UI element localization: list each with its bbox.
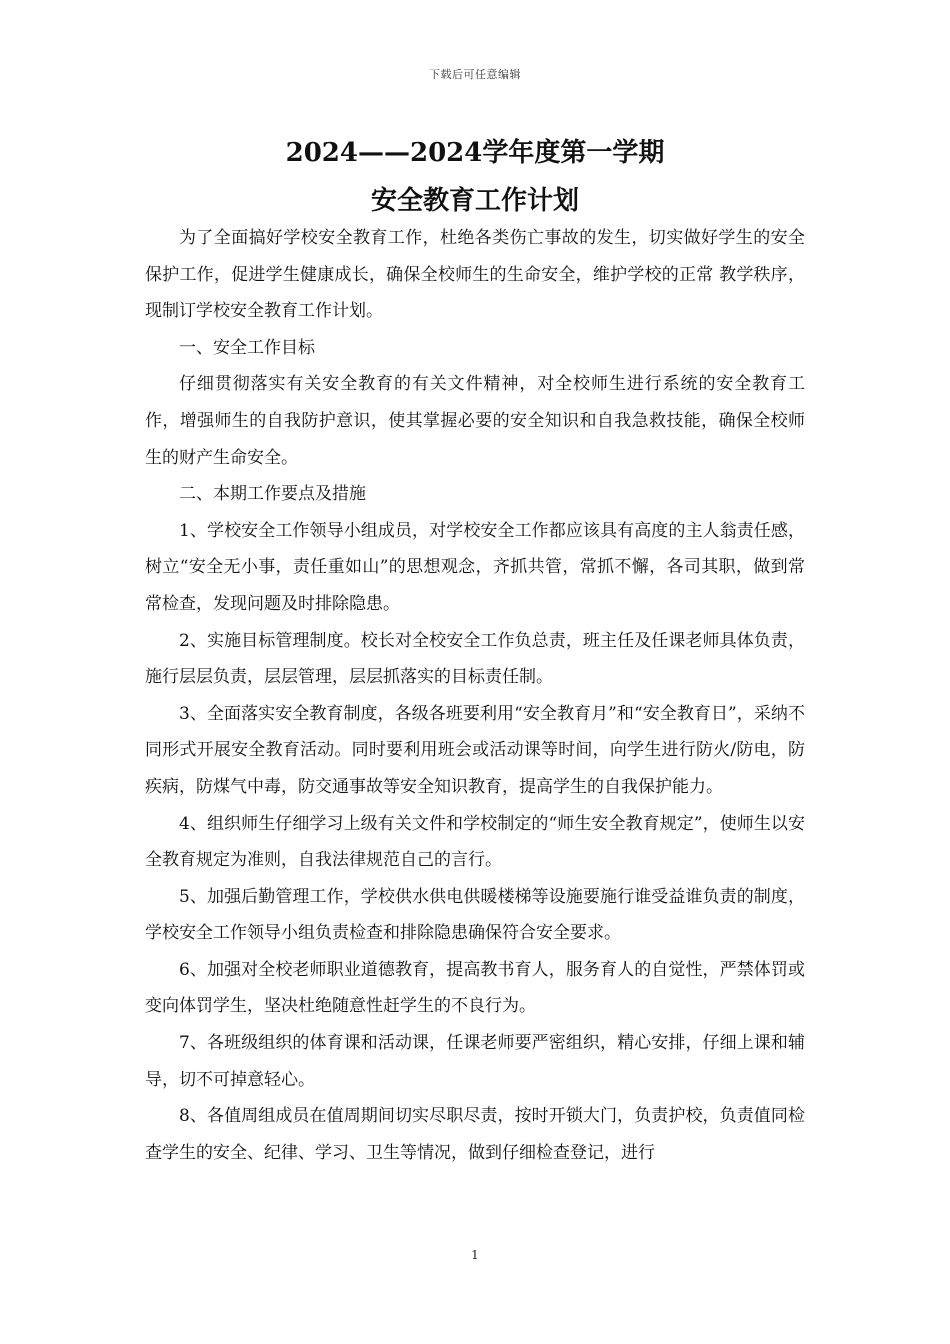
measure-item-7: 7、各班级组织的体育课和活动课，任课老师要严密组织，精心安排，仔细上课和辅导，切不可掉意轻心。 [145,1033,805,1090]
section-heading-measures: 二、本期工作要点及措施 [179,484,366,505]
measure-item-1: 1、学校安全工作领导小组成员，对学校安全工作都应该具有高度的主人翁责任感，树立“安全无小事，责任重如山”的思想观念，齐抓共管，常抓不懈，各司其职，做到常常检查，发现问题及时排除隐患。 [145,520,805,614]
measure-item-8: 8、各值周组成员在值周期间切实尽职尽责，按时开锁大门，负责护校，负责值同检查学生的安全、纪律、学习、卫生等情况，做到仔细检查登记，进行 [145,1106,805,1163]
measure-item-2: 2、实施目标管理制度。校长对全校安全工作负总责，班主任及任课老师具体负责，施行层层负责，层层管理，层层抓落实的目标责任制。 [145,630,805,688]
page-number: 1 [471,1248,479,1262]
section-heading-goals: 一、安全工作目标 [179,337,315,358]
document-title: 2024——2024学年度第一学期 [285,138,665,168]
measure-item-6: 6、加强对全校老师职业道德教育，提高教书育人，服务育人的自觉性，严禁体罚或变向体罚学生，坚决杜绝随意性赶学生的不良行为。 [145,959,805,1017]
measure-item-4: 4、组织师生仔细学习上级有关文件和学校制定的“师生安全教育规定”，使师生以安全教育规定为准则，自我法律规范自己的言行。 [145,813,805,871]
document-subtitle: 安全教育工作计划 [370,186,579,216]
measure-item-5: 5、加强后勤管理工作，学校供水供电供暖楼梯等设施要施行谁受益谁负责的制度，学校安全工作领导小组负责检查和排除隐患确保符合安全要求。 [145,886,805,944]
header-note: 下载后可任意编辑 [429,68,521,81]
document-body [145,220,805,1171]
intro-paragraph: 为了全面搞好学校安全教育工作，杜绝各类伤亡事故的发生，切实做好学生的安全保护工作，促进学生健康成长，确保全校师生的生命安全，维护学校的正常 教学秩序，现制订学校安全教育工作计划。 [145,228,805,322]
goals-paragraph: 仔细贯彻落实有关安全教育的有关文件精神，对全校师生进行系统的安全教育工作，增强师生的自我防护意识，使其掌握必要的安全知识和自我急救技能，确保全校师生的财产生命安全。 [145,374,805,468]
measure-item-3: 3、全面落实安全教育制度，各级各班要利用“安全教育月”和“安全教育日”，采纳不同形式开展安全教育活动。同时要利用班会或活动课等时间，向学生进行防火/防电，防疾病，防煤气中毒，防交通事故等安全知识教育，提高学生的自我保护能力。 [145,703,805,797]
